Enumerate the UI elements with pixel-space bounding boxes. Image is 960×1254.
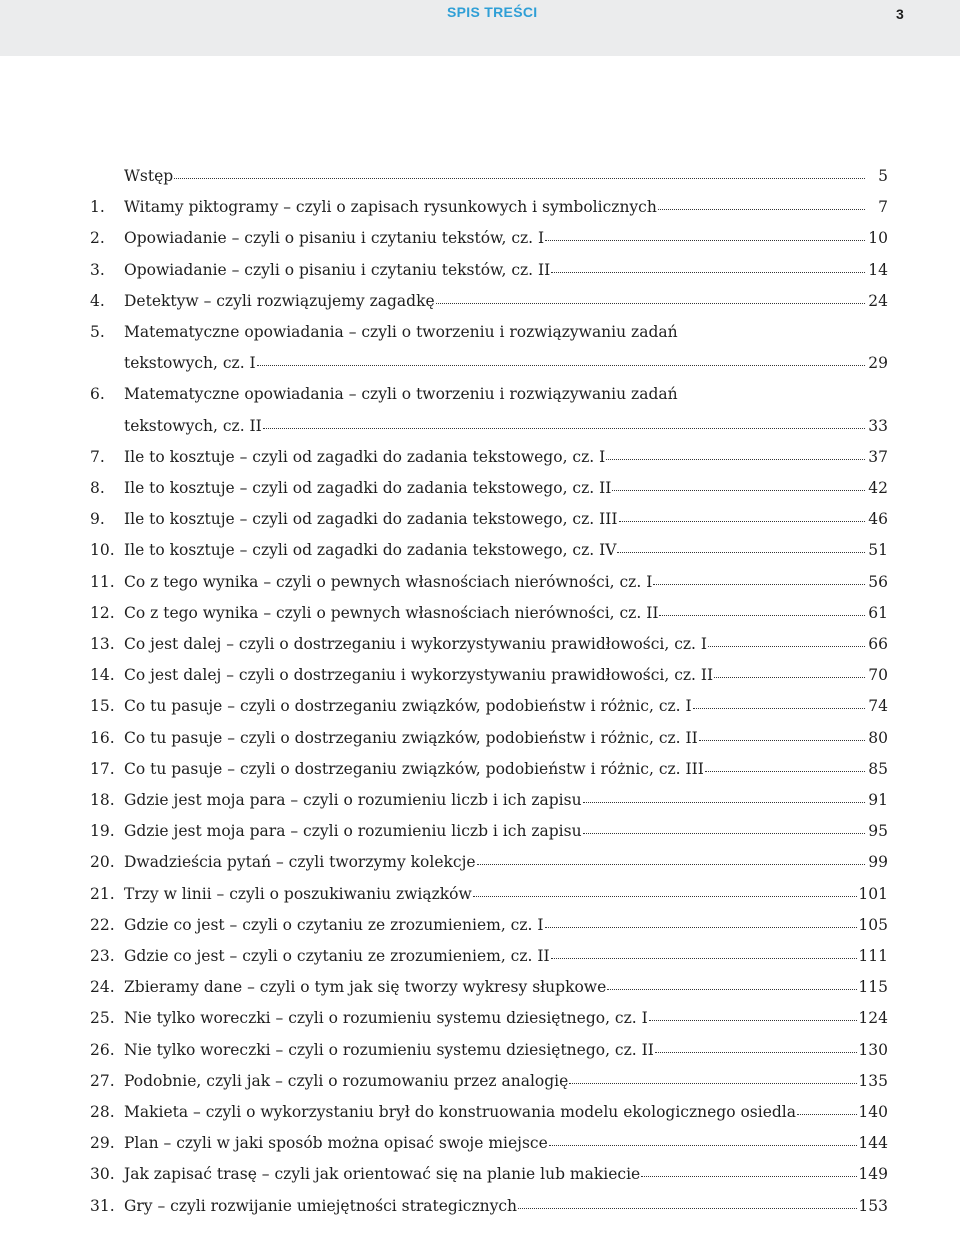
toc-entry[interactable] [90,850,888,874]
toc-entry[interactable] [90,445,888,469]
toc-title: Co z tego wynika – czyli o pewnych własnościach nierówności, cz. I [124,572,653,591]
toc-number: 13. [90,635,115,653]
toc-page: 56 [868,572,888,591]
toc-page: 124 [858,1009,888,1028]
toc-number: 8. [90,479,105,497]
toc-number: 12. [90,603,115,622]
toc-page: 14 [868,260,888,279]
leader-dots [477,864,865,865]
toc-title: Matematyczne opowiadania – czyli o tworzeniu i rozwiązywaniu zadań [124,323,678,341]
toc-page: 95 [868,822,888,841]
toc-title: Witamy piktogramy – czyli o zapisach rysunkowych i symbolicznych [124,198,657,217]
toc-number: 1. [90,198,105,217]
toc-page: 70 [868,666,888,685]
toc-title: Opowiadanie – czyli o pisaniu i czytaniu tekstów, cz. II [124,260,551,279]
toc-page: 74 [868,697,888,716]
toc-number: 4. [90,291,105,310]
leader-dots [436,303,865,304]
toc-number: 31. [90,1196,115,1215]
toc-entry[interactable] [90,726,888,750]
leader-dots [659,615,865,616]
toc-number: 5. [90,323,105,341]
toc-number: 23. [90,947,115,965]
toc-entry[interactable] [90,476,888,500]
toc-title: Gry – czyli rozwijanie umiejętności strategicznych [124,1196,518,1215]
section-title: SPIS TREŚCI [447,4,538,20]
toc-page: 144 [858,1134,888,1153]
toc-page: 42 [868,479,888,497]
toc-title: Podobnie, czyli jak – czyli o rozumowaniu przez analogię [124,1071,569,1090]
toc-page: 91 [868,791,888,809]
toc-page: 153 [858,1196,888,1215]
toc-title: Gdzie jest moja para – czyli o rozumieniu liczb i ich zapisu [124,791,582,809]
toc-number: 20. [90,853,115,872]
toc-title: Co z tego wynika – czyli o pewnych własnościach nierówności, cz. II [124,603,659,622]
toc-page: 111 [858,947,888,965]
toc-page: 115 [858,978,888,997]
toc-entry[interactable] [90,258,888,282]
toc-page: 66 [868,635,888,653]
toc-title: Jak zapisać trasę – czyli jak orientować się na planie lub makiecie [124,1165,641,1184]
toc-title: Gdzie jest moja para – czyli o rozumieniu liczb i ich zapisu [124,822,582,841]
toc-entry[interactable] [90,757,888,781]
toc-entry[interactable] [90,1069,888,1093]
leader-dots [583,833,865,834]
leader-dots [607,989,857,990]
toc-number: 11. [90,572,115,591]
toc-number: 24. [90,978,115,997]
toc-page: 29 [868,354,888,373]
toc-entry[interactable] [90,382,888,406]
toc-title: Nie tylko woreczki – czyli o rozumieniu systemu dziesiętnego, cz. I [124,1009,648,1028]
leader-dots [545,240,865,241]
toc-title: Co tu pasuje – czyli o dostrzeganiu związków, podobieństw i różnic, cz. III [124,759,704,778]
toc-page: 46 [868,510,888,529]
leader-dots [649,1020,858,1021]
leader-dots [617,552,865,553]
toc-number: 6. [90,385,105,404]
toc-number: 14. [90,666,115,685]
toc-title-continuation: tekstowych, cz. II [124,416,262,435]
toc-title: Opowiadanie – czyli o pisaniu i czytaniu tekstów, cz. I [124,229,545,248]
leader-dots [606,459,865,460]
leader-dots [549,1145,858,1146]
leader-dots [641,1176,857,1177]
leader-dots [545,927,858,928]
toc-title: Zbieramy dane – czyli o tym jak się tworzy wykresy słupkowe [124,978,607,997]
toc-page: 105 [858,915,888,934]
toc-number: 17. [90,759,115,778]
toc-entry[interactable] [90,289,888,313]
toc-title-continuation: tekstowych, cz. I [124,354,256,373]
leader-dots [612,490,865,491]
leader-dots [583,802,865,803]
toc-number: 22. [90,915,115,934]
toc-entry[interactable] [90,570,888,594]
leader-dots [655,1052,858,1053]
toc-entry[interactable] [90,1038,888,1062]
leader-dots [653,584,865,585]
leader-dots [551,272,865,273]
toc-page: 51 [868,541,888,560]
toc-page: 61 [868,603,888,622]
toc-number: 30. [90,1165,115,1184]
toc-number: 28. [90,1103,115,1121]
leader-dots [705,771,865,772]
toc-entry[interactable] [90,1100,888,1124]
leader-dots [569,1083,857,1084]
toc-entry[interactable] [90,882,888,906]
toc-page: 5 [878,167,888,185]
toc-entry-continuation[interactable] [90,351,888,375]
toc-number: 26. [90,1040,115,1059]
toc-number: 27. [90,1071,115,1090]
toc-entry[interactable] [90,164,888,188]
toc-page: 135 [858,1071,888,1090]
toc-title: Co jest dalej – czyli o dostrzeganiu i wykorzystywaniu prawidłowości, cz. II [124,666,714,685]
toc-title: Ile to kosztuje – czyli od zagadki do zadania tekstowego, cz. IV [124,541,617,560]
toc-title: Wstęp [124,167,174,185]
toc-page: 10 [868,229,888,248]
toc-title: Co tu pasuje – czyli o dostrzeganiu związków, podobieństw i różnic, cz. I [124,697,692,716]
toc-title: Plan – czyli w jaki sposób można opisać swoje miejsce [124,1134,548,1153]
toc-page: 149 [858,1165,888,1184]
leader-dots [551,958,858,959]
toc-page: 33 [868,416,888,435]
header-bar [0,0,960,56]
toc-entry[interactable] [90,913,888,937]
leader-dots [257,365,865,366]
leader-dots [619,521,866,522]
toc-title: Ile to kosztuje – czyli od zagadki do zadania tekstowego, cz. II [124,479,612,497]
toc-page: 99 [868,853,888,872]
toc-entry[interactable] [90,601,888,625]
toc-entry[interactable] [90,975,888,999]
leader-dots [797,1114,857,1115]
toc-number: 29. [90,1134,115,1153]
toc-title: Gdzie co jest – czyli o czytaniu ze zrozumieniem, cz. II [124,947,550,965]
leader-dots [699,740,865,741]
toc-entry[interactable] [90,663,888,687]
toc-entry[interactable] [90,1006,888,1030]
toc-title: Ile to kosztuje – czyli od zagadki do zadania tekstowego, cz. I [124,447,606,466]
toc-number: 18. [90,791,115,809]
toc-entry[interactable] [90,632,888,656]
toc-title: Trzy w linii – czyli o poszukiwaniu związków [124,884,472,903]
toc-number: 19. [90,822,115,841]
toc-entry[interactable] [90,1194,888,1218]
leader-dots [473,896,858,897]
toc-number: 7. [90,447,105,466]
toc-entry-continuation[interactable] [90,414,888,438]
toc-page: 85 [868,759,888,778]
toc-number: 9. [90,510,105,529]
leader-dots [714,677,865,678]
toc-title: Co jest dalej – czyli o dostrzeganiu i wykorzystywaniu prawidłowości, cz. I [124,635,708,653]
leader-dots [658,209,865,210]
leader-dots [174,178,865,179]
toc-title: Dwadzieścia pytań – czyli tworzymy kolekcje [124,853,476,872]
toc-number: 21. [90,884,115,903]
toc-title: Matematyczne opowiadania – czyli o tworzeniu i rozwiązywaniu zadań [124,385,678,404]
toc-page: 24 [868,291,888,310]
toc-page: 140 [858,1103,888,1121]
toc-page: 80 [868,728,888,747]
toc-number: 25. [90,1009,115,1028]
toc-number: 15. [90,697,115,716]
toc-number: 3. [90,260,105,279]
toc-page: 130 [858,1040,888,1059]
toc-title: Co tu pasuje – czyli o dostrzeganiu związków, podobieństw i różnic, cz. II [124,728,698,747]
toc-entry[interactable] [90,1131,888,1155]
toc-page: 7 [878,198,888,217]
toc-page: 101 [858,884,888,903]
toc-title: Gdzie co jest – czyli o czytaniu ze zrozumieniem, cz. I [124,915,544,934]
toc-entry[interactable] [90,538,888,562]
toc-entry[interactable] [90,944,888,968]
toc-number: 16. [90,728,115,747]
toc-entry[interactable] [90,195,888,219]
toc-title: Nie tylko woreczki – czyli o rozumieniu systemu dziesiętnego, cz. II [124,1040,654,1059]
toc-number: 2. [90,229,105,248]
toc-entry[interactable] [90,694,888,718]
toc-number: 10. [90,541,115,560]
toc-page: 37 [868,447,888,466]
leader-dots [518,1208,857,1209]
toc-entry[interactable] [90,819,888,843]
toc-title: Makieta – czyli o wykorzystaniu brył do konstruowania modelu ekologicznego osiedla [124,1103,796,1121]
toc-entry[interactable] [90,226,888,250]
toc-entry[interactable] [90,788,888,812]
page-number: 3 [896,6,904,22]
leader-dots [263,428,865,429]
toc-entry[interactable] [90,507,888,531]
toc-title: Detektyw – czyli rozwiązujemy zagadkę [124,291,435,310]
leader-dots [708,646,865,647]
toc-entry[interactable] [90,320,888,344]
toc-entry[interactable] [90,1162,888,1186]
leader-dots [693,708,865,709]
toc-title: Ile to kosztuje – czyli od zagadki do zadania tekstowego, cz. III [124,510,618,529]
